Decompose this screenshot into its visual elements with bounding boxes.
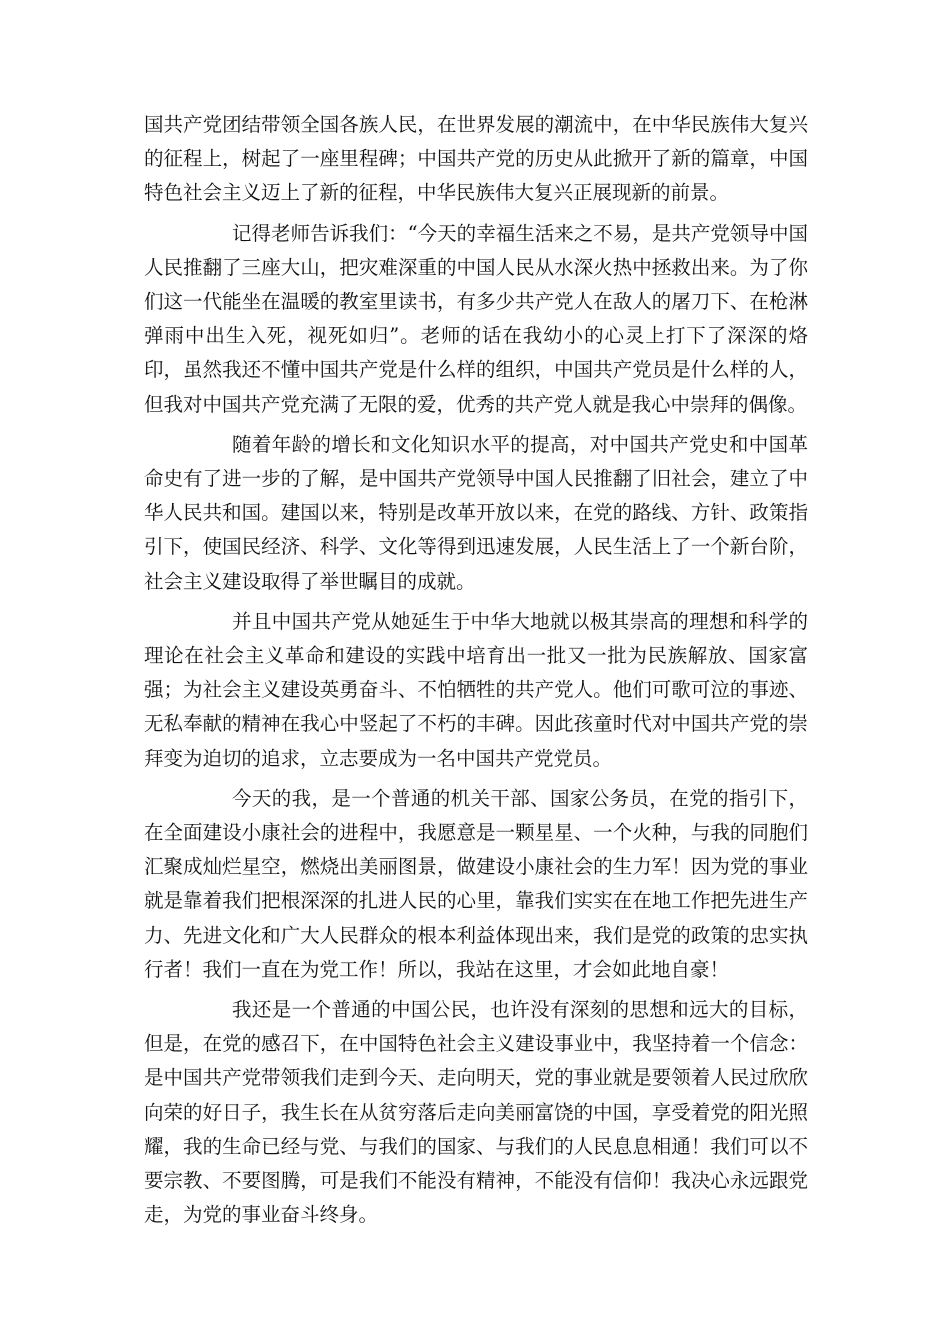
paragraph-2: 记得老师告诉我们：“今天的幸福生活来之不易，是共产党领导中国人民推翻了三座大山，把灾难深重的中国人民从水深火热中拯救出来。为了你们这一代能坐在温暖的教室里读书，有多少共产党人在敌人的屠刀下、在枪淋弹雨中出生入死，视死如归”。老师的话在我幼小的心灵上打下了深深的烙印，虽然我还不懂中国共产党是什么样的组织，中国共产党员是什么样的人，但我对中国共产党充满了无限的爱，优秀的共产党人就是我心中崇拜的偶像。 bbox=[144, 221, 808, 416]
paragraph-5: 今天的我，是一个普通的机关干部、国家公务员，在党的指引下，在全面建设小康社会的进程中，我愿意是一颗星星、一个火种，与我的同胞们汇聚成灿烂星空，燃烧出美丽图景，做建设小康社会的生力军！因为党的事业就是靠着我们把根深深的扎进人民的心里，靠我们实实在在地工作把先进生产力、先进文化和广大人民群众的根本利益体现出来，我们是党的政策的忠实执行者！我们一直在为党工作！所以，我站在这里，才会如此地自豪！ bbox=[144, 786, 808, 981]
paragraph-4: 并且中国共产党从她延生于中华大地就以极其崇高的理想和科学的理论在社会主义革命和建设的实践中培育出一批又一批为民族解放、国家富强；为社会主义建设英勇奋斗、不怕牺牲的共产党人。他们可歌可泣的事迹、无私奉献的精神在我心中竖起了不朽的丰碑。因此孩童时代对中国共产党的崇拜变为迫切的追求，立志要成为一名中国共产党党员。 bbox=[144, 609, 808, 770]
paragraph-1: 国共产党团结带领全国各族人民，在世界发展的潮流中，在中华民族伟大复兴的征程上，树起了一座里程碑；中国共产党的历史从此掀开了新的篇章，中国特色社会主义迈上了新的征程，中华民族伟大复兴正展现新的前景。 bbox=[144, 113, 808, 205]
paragraph-3: 随着年龄的增长和文化知识水平的提高，对中国共产党史和中国革命史有了进一步的了解，是中国共产党领导中国人民推翻了旧社会，建立了中华人民共和国。建国以来，特别是改革开放以来，在党的路线、方针、政策指引下，使国民经济、科学、文化等得到迅速发展，人民生活上了一个新台阶，社会主义建设取得了举世瞩目的成就。 bbox=[144, 432, 808, 593]
paragraph-6: 我还是一个普通的中国公民，也许没有深刻的思想和远大的目标，但是，在党的感召下，在中国特色社会主义建设事业中，我坚持着一个信念：是中国共产党带领我们走到今天、走向明天，党的事业就是要领着人民过欣欣向荣的好日子，我生长在从贫穷落后走向美丽富饶的中国，享受着党的阳光照耀，我的生命已经与党、与我们的国家、与我们的人民息息相通！我们可以不要宗教、不要图腾，可是我们不能没有精神，不能没有信仰！我决心永远跟党走，为党的事业奋斗终身。 bbox=[144, 998, 808, 1227]
document-body bbox=[144, 108, 808, 1239]
